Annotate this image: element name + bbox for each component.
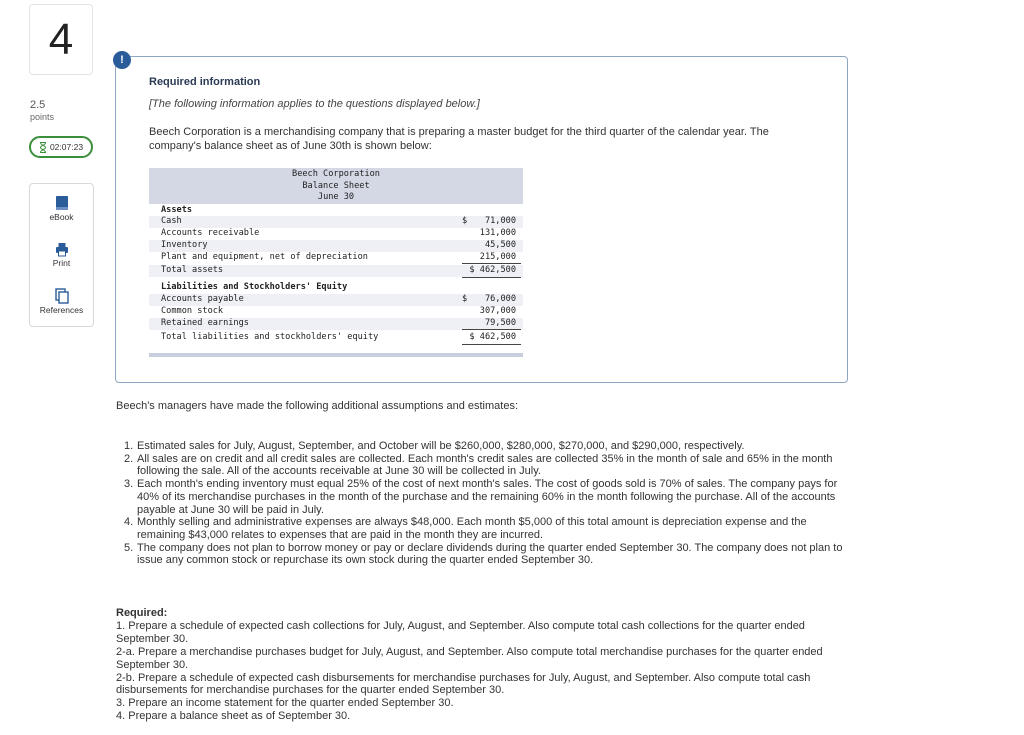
applies-note: [The following information applies to the questions displayed below.]	[149, 98, 480, 110]
ebook-button[interactable]	[30, 195, 93, 222]
points-value: 2.5	[30, 99, 46, 111]
table-row	[149, 228, 523, 240]
total-assets-amount: $ 462,500	[469, 265, 516, 275]
subtotal-rule	[462, 263, 521, 264]
row-label: Cash	[161, 216, 182, 226]
total-liabilities-label: Total liabilities and stockholders' equity	[161, 332, 379, 342]
intro-text: Beech Corporation is a merchandising company that is preparing a master budget for the third quarter of the calendar year. The company's balance sheet as of June 30th is shown below:	[149, 126, 769, 152]
required-heading: Required:	[116, 607, 168, 619]
hourglass-icon	[39, 142, 47, 153]
required-item: 2-a. Prepare a merchandise purchases budget for July, August, and September. Also compute total merchandise purchases for the quarter ended September 30.	[116, 645, 823, 671]
row-amount: 71,000	[484, 216, 516, 226]
references-label: References	[39, 305, 84, 315]
item-text: Each month's ending inventory must equal 25% of the cost of next month's sales. The cost of goods sold is 70% of sales. The company pays for 40% of its merchandise purchases in the month of the purchase and the remaining 60% in the month following the purchase. All of the accounts payable at June 30 will be paid in July.	[137, 478, 838, 516]
table-row	[149, 306, 523, 318]
list-item	[124, 440, 849, 453]
row-label: Inventory	[161, 240, 208, 250]
item-number: 1.	[124, 440, 134, 452]
item-number: 3.	[124, 478, 134, 491]
row-amount: 79,500	[484, 318, 516, 328]
table-row	[149, 240, 523, 252]
row-amount: 307,000	[479, 306, 516, 316]
total-liabilities-amount: $ 462,500	[469, 332, 516, 342]
timer[interactable]	[29, 136, 93, 158]
required-item: 3. Prepare an income statement for the quarter ended September 30.	[116, 697, 454, 710]
alert-icon: !	[113, 51, 131, 69]
company-name: Beech Corporation	[292, 169, 380, 179]
item-text: The company does not plan to borrow money or pay or declare dividends during the quarter ended September 30. The company does not plan to issue any common stock or repurchase its own stock during the quarter ended September 30.	[137, 541, 843, 567]
timer-value: 02:07:23	[49, 142, 84, 152]
list-item	[124, 541, 849, 567]
table-row	[149, 216, 523, 228]
required-item: 2-b. Prepare a schedule of expected cash disbursements for merchandise purchases for July, August, and September. Also compute total cash disbursements for merchandise purchases for the quarter ended September 30.	[116, 671, 811, 697]
row-label: Retained earnings	[161, 318, 249, 328]
table-bottom-bar	[149, 353, 523, 357]
assets-heading: Assets	[161, 205, 193, 215]
item-number: 4.	[124, 516, 134, 529]
row-amount: 45,500	[484, 240, 516, 250]
book-icon	[55, 195, 69, 211]
statement-date: June 30	[317, 192, 355, 202]
list-item	[124, 516, 849, 541]
tools-panel	[29, 183, 94, 327]
question-number: 4	[29, 4, 93, 75]
required-item: 4. Prepare a balance sheet as of September 30.	[116, 710, 351, 723]
total-assets-row	[149, 265, 523, 277]
ebook-label: eBook	[49, 212, 74, 222]
required-item: 1. Prepare a schedule of expected cash collections for July, August, and September. Also compute total cash collections for the quarter ended September 30.	[116, 619, 805, 645]
item-number: 2.	[124, 452, 134, 465]
total-assets-label: Total assets	[161, 265, 224, 275]
required-section	[116, 607, 851, 723]
printer-icon	[55, 242, 69, 257]
item-text: Estimated sales for July, August, September, and October will be $260,000, $280,000, $270,000, and $290,000, respectively.	[137, 440, 745, 452]
points-label: points	[30, 112, 55, 122]
subtotal-rule	[462, 329, 521, 330]
assumptions-list	[124, 440, 849, 567]
balance-sheet	[149, 168, 523, 356]
list-item	[124, 452, 849, 478]
references-icon	[55, 288, 69, 304]
row-dollar: $	[462, 216, 468, 226]
list-item	[124, 478, 849, 516]
item-text: All sales are on credit and all credit sales are collected. Each month's credit sales are collected 35% in the month of sale and 65% in the month following the sale. All of the accounts receivable at June 30 will be collected in July.	[137, 452, 833, 478]
total-liabilities-row	[149, 332, 523, 344]
assumptions-lead: Beech's managers have made the following additional assumptions and estimates:	[116, 400, 518, 412]
row-dollar: $	[462, 294, 468, 304]
item-text: Monthly selling and administrative expenses are always $48,000. Each month $5,000 of this total amount is depreciation expense and the remaining $43,000 relates to expenses that are paid in the month they are incurred.	[137, 516, 807, 541]
print-button[interactable]	[30, 242, 93, 268]
print-label: Print	[52, 258, 71, 268]
references-button[interactable]	[30, 288, 93, 315]
total-rule	[462, 344, 521, 345]
row-label: Accounts payable	[161, 294, 244, 304]
row-amount: 215,000	[479, 252, 516, 262]
liabilities-heading-row	[149, 282, 523, 294]
row-label: Common stock	[161, 306, 224, 316]
row-label: Accounts receivable	[161, 228, 260, 238]
row-label: Plant and equipment, net of depreciation	[161, 252, 368, 262]
liabilities-heading: Liabilities and Stockholders' Equity	[161, 282, 348, 292]
row-amount: 131,000	[479, 228, 516, 238]
item-number: 5.	[124, 541, 134, 554]
statement-title: Balance Sheet	[302, 180, 370, 191]
table-row	[149, 294, 523, 306]
total-rule	[462, 277, 521, 278]
required-information-heading: Required information	[149, 76, 261, 88]
balance-sheet-header	[149, 168, 523, 204]
row-amount: 76,000	[484, 294, 516, 304]
